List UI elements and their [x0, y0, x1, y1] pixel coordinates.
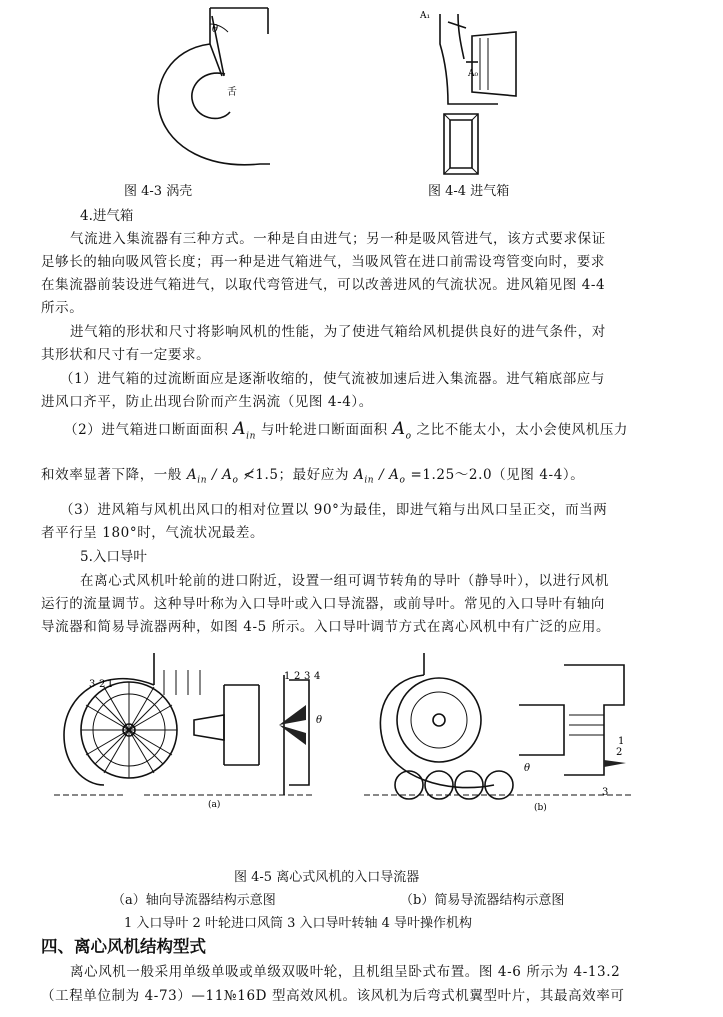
section4-para1-line1: 气流进入集流器有三种方式。一种是自由进气；另一种是吸风管进气，该方式要求保证 — [70, 231, 606, 247]
section4-para1-line3: 在集流器前装设进气箱进气，以取代弯管进气，可以改善进风的气流状况。进风箱见图 4-4 — [41, 277, 606, 293]
section4-item1-line1: （1）进气箱的过流断面应是逐渐收缩的，使气流被加速后进入集流器。进气箱底部应与 — [60, 371, 605, 387]
section4-item3-line2: 者平行呈 180°时，气流状况最差。 — [41, 525, 265, 541]
item2b-text-c: =1.25～2.0（见图 4-4）。 — [410, 467, 585, 483]
section-5-heading: 5.入口导叶 — [80, 549, 147, 565]
fig45b-num-3: 3 — [602, 787, 609, 798]
figure-4-5b-simple-guide-vane — [364, 653, 634, 813]
fig45b-num-2: 2 — [616, 747, 623, 758]
item2-text-c: 之比不能太小，太小会使风机压力 — [416, 422, 629, 438]
fig43-theta-label: θ — [212, 24, 219, 35]
section4-item2-line2 — [41, 463, 653, 486]
fig45a-num-3: 3 — [89, 679, 96, 690]
fig45a-num-2: 2 — [99, 679, 106, 690]
section4-para2-line2: 其形状和尺寸有一定要求。 — [41, 347, 211, 363]
section4-item1-line2: 进风口齐平，防止出现台阶而产生涡流（见图 4-4）。 — [41, 394, 373, 410]
figure-4-5-caption: 图 4-5 离心式风机的入口导流器 — [234, 870, 420, 885]
section4-item3-line1: （3）进风箱与风机出风口的相对位置以 90°为最佳，即进气箱与出风口呈正交，而当两 — [60, 502, 608, 518]
figure-4-3-volute-drawing — [150, 4, 280, 174]
ratio-formula-1: $A_{in} / A_o$ — [186, 467, 239, 486]
item2b-text-a: 和效率显著下降，一般 — [41, 467, 182, 483]
fig45a-num-1b: 1 — [284, 671, 291, 682]
item2-text-a: （2）进气箱进口断面面积 — [64, 422, 229, 438]
figure-4-5a-axial-guide-vane — [54, 653, 322, 810]
section4-para1-line4: 所示。 — [41, 300, 84, 316]
section-iv-heading: 四、离心风机结构型式 — [41, 937, 206, 956]
figure-4-5-legend: 1 入口导叶 2 叶轮进口风筒 3 入口导叶转轴 4 导叶操作机构 — [124, 916, 473, 931]
symbol-A-o: $A_o$ — [392, 419, 412, 442]
fig44-a1-label: A₁ — [420, 11, 431, 21]
figure-4-4-inlet-box-drawing — [418, 4, 538, 176]
fig45a-num-1: 1 — [107, 679, 114, 690]
fig45a-theta: θ — [316, 715, 323, 726]
figure-4-4-caption: 图 4-4 进气箱 — [428, 184, 510, 199]
section5-para-line1: 在离心式风机叶轮前的进口附近，设置一组可调节转角的导叶（静导叶），以进行风机 — [80, 573, 610, 589]
section5-para-line2: 运行的流量调节。这种导叶称为入口导叶或入口导流器，或前导叶。常见的入口导叶有轴向 — [41, 596, 605, 612]
fig45b-theta: θ — [524, 763, 531, 774]
fig45a-num-4: 4 — [314, 671, 321, 682]
fig45a-num-3b: 3 — [304, 671, 311, 682]
section4-item2-line1 — [64, 418, 676, 441]
section4-para2-line1: 进气箱的形状和尺寸将影响风机的性能，为了使进气箱给风机提供良好的进气条件，对 — [70, 324, 606, 340]
item2-text-b: 与叶轮进口断面面积 — [260, 422, 388, 438]
figure-4-3-caption: 图 4-3 涡壳 — [124, 184, 193, 199]
section4-para1-line2: 足够长的轴向吸风管长度；再一种是进气箱进气，当吸风管在进口前需设弯管变向时，要求 — [41, 254, 605, 270]
section-iv-para-line1: 离心风机一般采用单级单吸或单级双吸叶轮，且机组呈卧式布置。图 4-6 所示为 4-13.2 — [70, 964, 621, 980]
section-iv-para-line2: （工程单位制为 4-73）—11№16D 型高效风机。该风机为后弯式机翼型叶片，其最高效率可 — [41, 988, 625, 1004]
fig45-label-a: (a) — [208, 800, 221, 810]
ratio-formula-2: $A_{in} / A_o$ — [353, 467, 406, 486]
fig43-tongue-label: 舌 — [227, 87, 237, 98]
fig45a-num-2b: 2 — [294, 671, 301, 682]
fig45-label-b: (b) — [534, 803, 547, 813]
fig44-a0-label: A₀ — [468, 69, 479, 79]
figure-4-5b-subcaption: （b）简易导流器结构示意图 — [400, 893, 565, 908]
figure-4-5-drawing — [44, 645, 664, 825]
symbol-A-in: $A_{in}$ — [233, 419, 256, 442]
fig45b-num-1: 1 — [618, 736, 625, 747]
figure-4-5a-subcaption: （a）轴向导流器结构示意图 — [112, 893, 276, 908]
section5-para-line3: 导流器和简易导流器两种，如图 4-5 所示。入口导叶调节方式在离心风机中有广泛的应用。 — [41, 619, 611, 635]
section-4-heading: 4.进气箱 — [80, 208, 134, 224]
item2b-text-b: ≮1.5；最好应为 — [243, 467, 350, 483]
